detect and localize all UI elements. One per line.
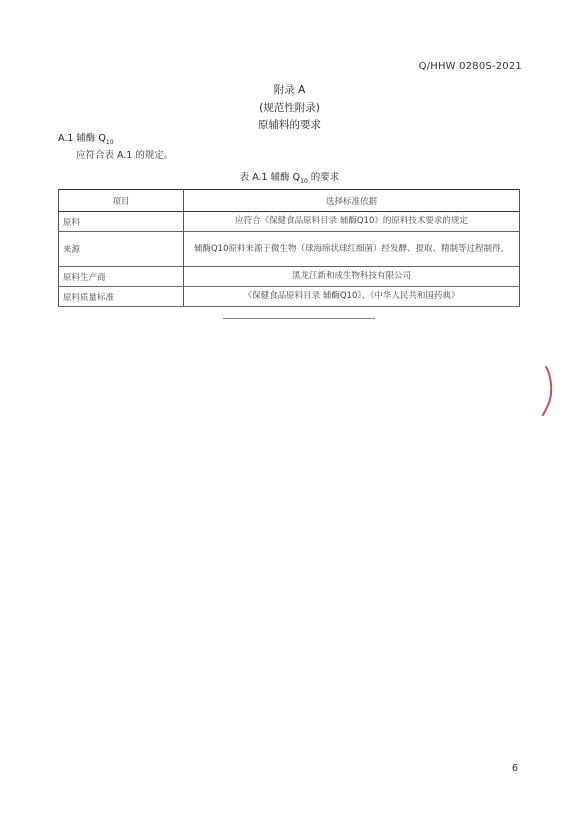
row-item-cell: 原料 (59, 212, 184, 232)
row-basis-cell: 辅酶Q10原料来源于微生物（球海绵状球红细菌）经发酵、提取、精制等过程制得。 (184, 232, 520, 267)
document-code: Q/HHW 0280S-2021 (418, 61, 522, 72)
row-basis-cell: 黑龙江新和成生物科技有限公司 (184, 267, 520, 287)
section-heading-subscript: 10 (105, 138, 114, 146)
table-row (59, 287, 520, 307)
table-caption (0, 169, 579, 185)
pen-mark-icon (540, 365, 556, 417)
section-body: 应符合表 A.1 的规定。 (76, 150, 174, 161)
appendix-subtitle: 原辅料的要求 (258, 119, 321, 131)
row-item-cell: 原料质量标准 (59, 287, 184, 307)
table-row (59, 232, 520, 267)
row-basis-cell: 《保健食品原料目录 辅酶Q10》、《中华人民共和国药典》 (184, 287, 520, 307)
table-row (59, 212, 520, 232)
row-basis-cell: 应符合《保健食品原料目录 辅酶Q10》的原料技术要求的规定 (184, 212, 520, 232)
row-item-cell: 来源 (59, 232, 184, 267)
row-item-cell: 原料生产商 (59, 267, 184, 287)
appendix-nature: (规范性附录) (259, 102, 320, 114)
requirements-table (58, 189, 520, 307)
appendix-title: 附录 A (273, 84, 306, 96)
page-number: 6 (511, 763, 518, 774)
section-end-divider (223, 318, 375, 319)
table-caption-suffix: 的要求 (307, 172, 340, 183)
table-row (59, 267, 520, 287)
table-caption-prefix: 表 A.1 辅酶 Q (239, 172, 301, 183)
table-caption-subscript: 10 (300, 177, 308, 185)
column-header-basis: 选择标准依据 (184, 190, 520, 212)
section-heading-text: A.1 辅酶 Q (58, 133, 106, 144)
section-heading (58, 130, 114, 146)
column-header-item: 项目 (59, 190, 184, 212)
table-header-row (59, 190, 520, 212)
